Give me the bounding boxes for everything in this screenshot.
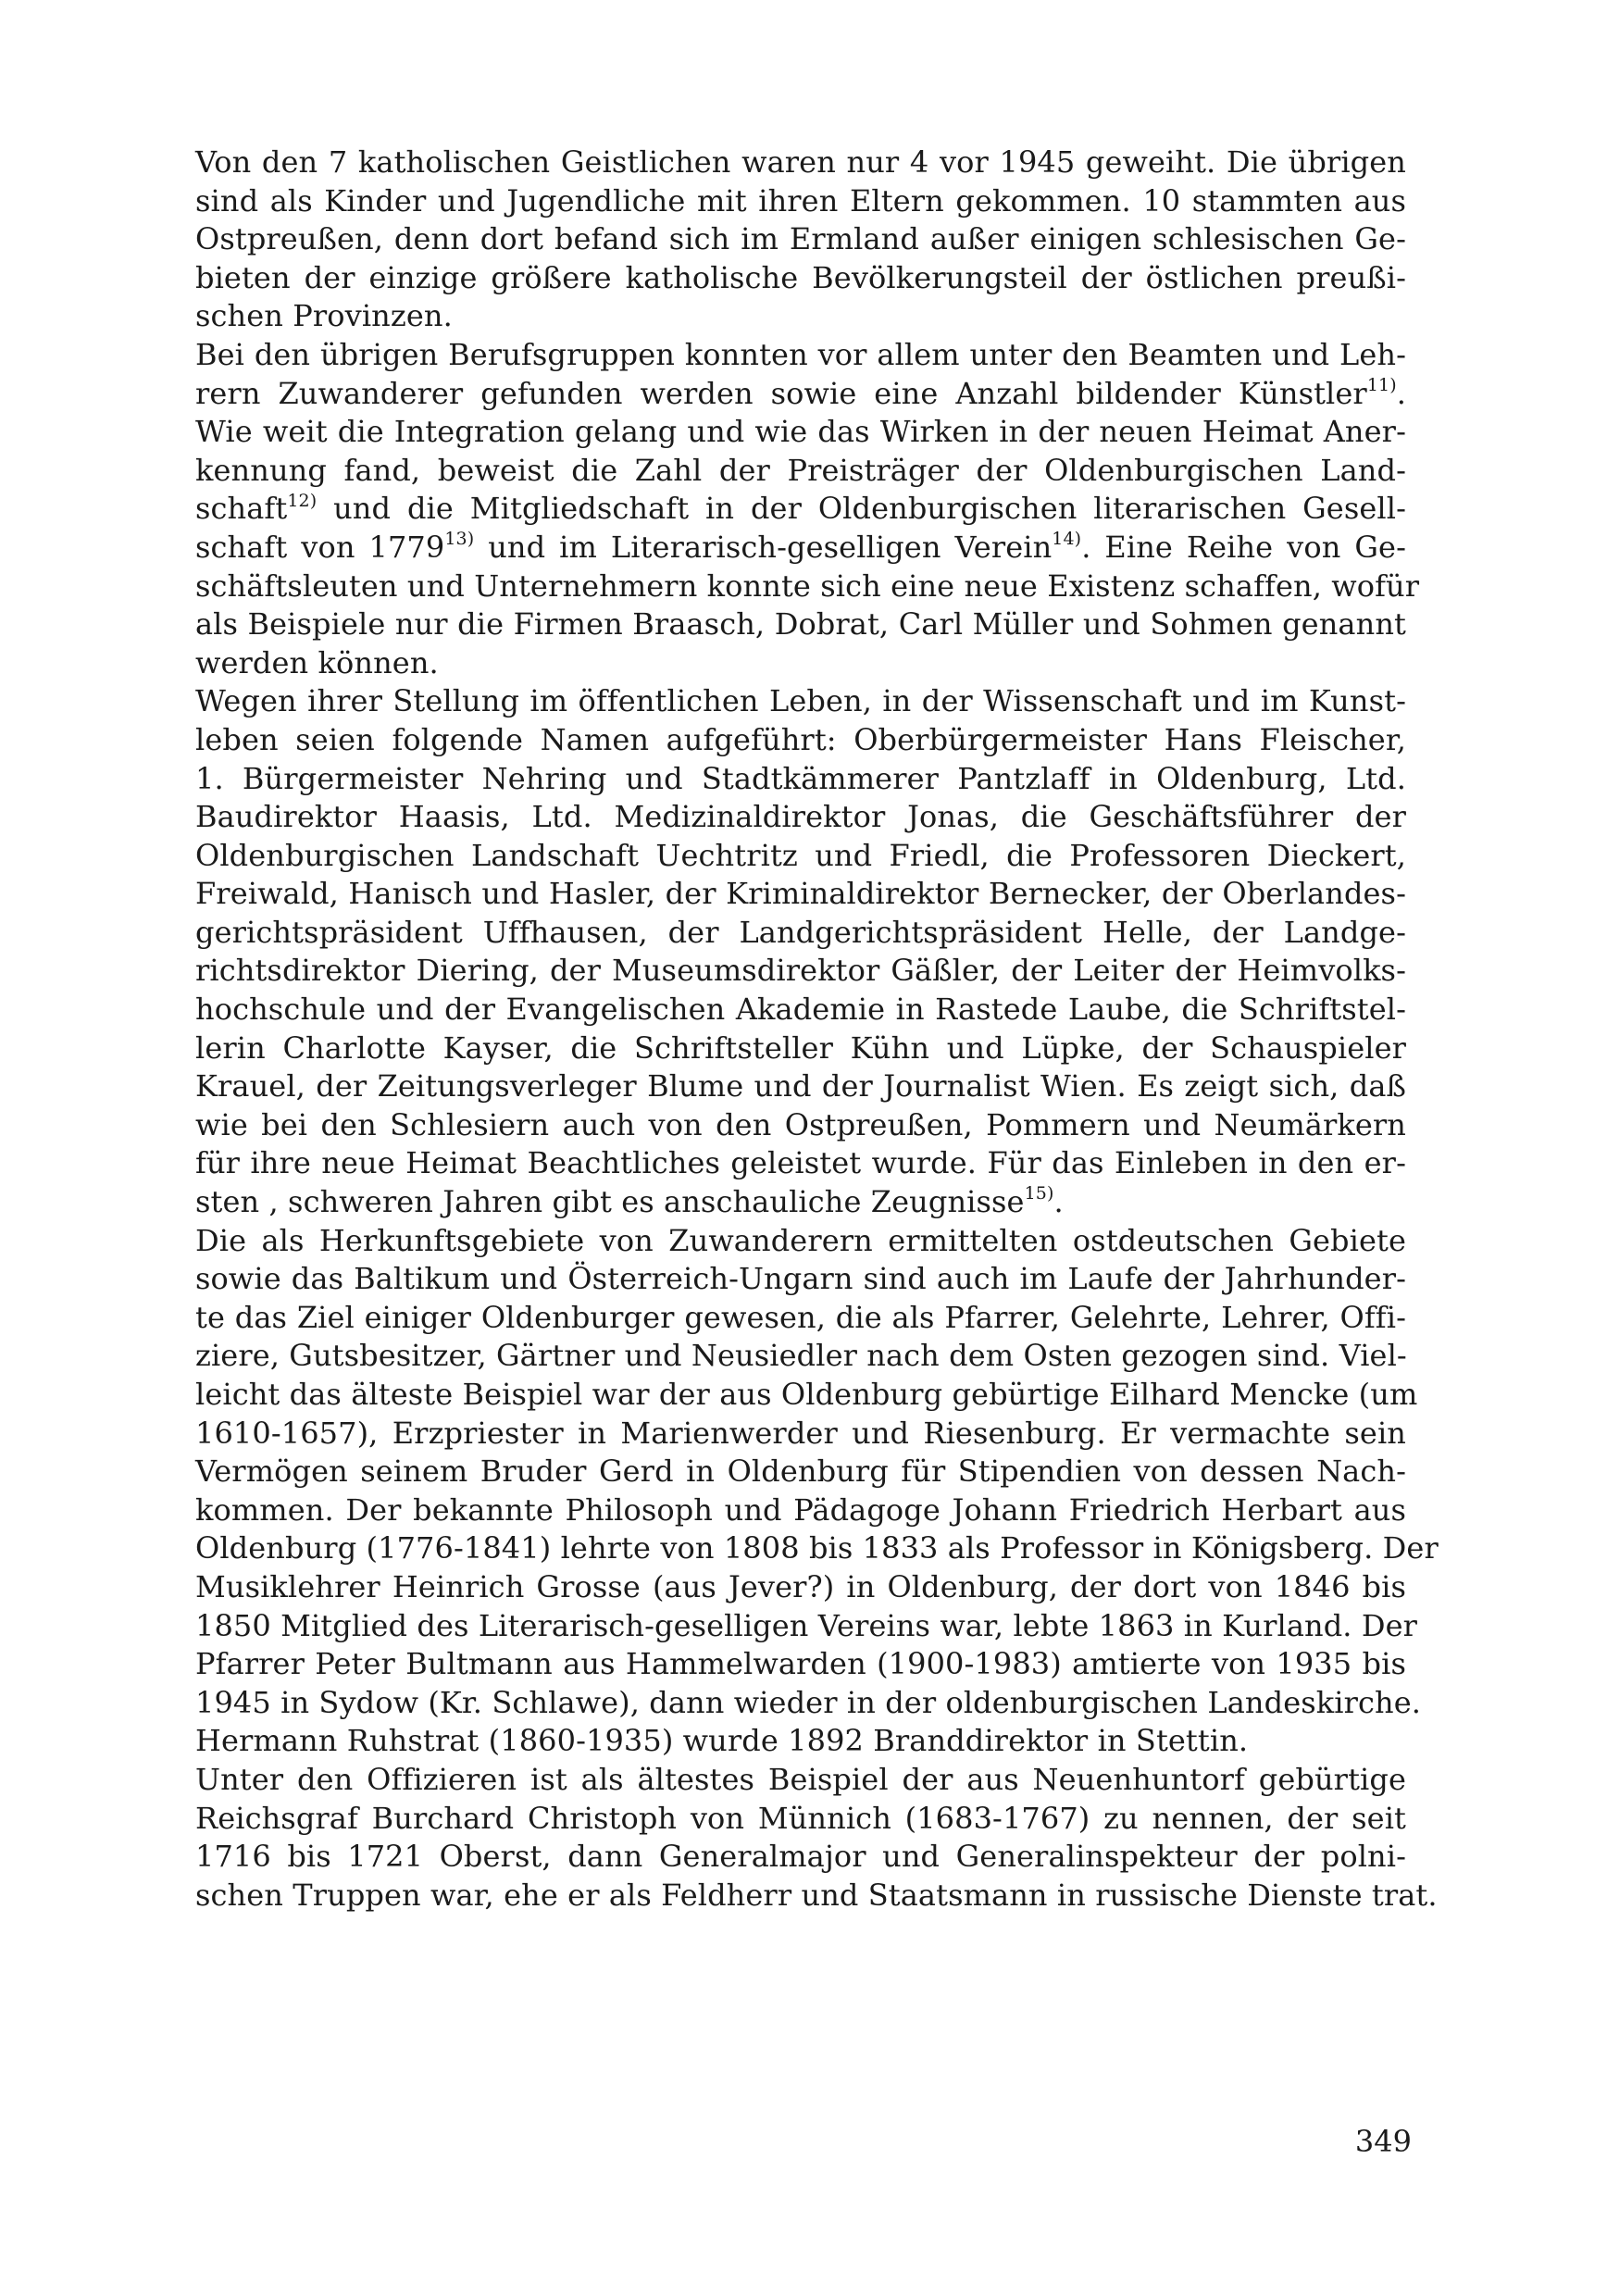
text-line: Freiwald, Hanisch und Hasler, der Kriminaldirektor Bernecker, der Oberlandes-: [195, 876, 1406, 912]
line-text: sten , schweren Jahren gibt es anschauliche Zeugnisse: [195, 1184, 1025, 1220]
line-text: und im Literarisch-geselligen Verein: [474, 529, 1053, 565]
text-line: Oldenburg (1776-1841) lehrte von 1808 bis 1833 als Professor in Königsberg. Der: [195, 1530, 1439, 1566]
text-line: bieten der einzige größere katholische Bevölkerungsteil der östlichen preußi-: [195, 259, 1406, 295]
text-line: schen Truppen war, ehe er als Feldherr und Staatsmann in russische Dienste trat.: [195, 1877, 1438, 1913]
footnote-ref-11: 11): [1366, 374, 1397, 395]
page-number: 349: [1354, 2124, 1412, 2159]
footnote-ref-12: 12): [287, 490, 318, 511]
text-line: [195, 1183, 1406, 1222]
text-line: Unter den Offizieren ist als ältestes Beispiel der aus Neuenhuntorf gebürtige: [195, 1761, 1406, 1797]
paragraph-eastern-regions: [195, 1222, 1439, 1761]
footnote-ref-13: 13): [444, 529, 475, 550]
line-text: .: [1396, 375, 1406, 411]
text-line: wie bei den Schlesiern auch von den Ostpreußen, Pommern und Neumärkern: [195, 1106, 1406, 1142]
text-line: Bei den übrigen Berufsgruppen konnten vor allem unter den Beamten und Leh-: [195, 336, 1406, 372]
line-text: .: [1053, 1184, 1064, 1220]
line-text: rern Zuwanderer gefunden werden sowie eine Anzahl bildender Künstler: [195, 375, 1367, 411]
text-line: lerin Charlotte Kayser, die Schriftsteller Kühn und Lüpke, der Schauspieler: [195, 1029, 1406, 1066]
text-line: ziere, Gutsbesitzer, Gärtner und Neusiedler nach dem Osten gezogen sind. Viel-: [195, 1338, 1407, 1374]
text-line: kennung fand, beweist die Zahl der Preisträger der Oldenburgischen Land-: [195, 452, 1406, 488]
text-line: Ostpreußen, denn dort befand sich im Ermland außer einigen schlesischen Ge-: [195, 221, 1406, 257]
text-line: 1. Bürgermeister Nehring und Stadtkämmerer Pantzlaff in Oldenburg, Ltd.: [195, 760, 1406, 796]
text-line: Pfarrer Peter Bultmann aus Hammelwarden (1900-1983) amtierte von 1935 bis: [195, 1646, 1406, 1682]
line-text: und die Mitgliedschaft in der Oldenburgischen literarischen Gesell-: [317, 491, 1406, 527]
text-line: 1850 Mitglied des Literarisch-geselligen Vereins war, lebte 1863 in Kurland. Der: [195, 1607, 1418, 1643]
text-line: [195, 529, 1406, 568]
text-line: 1716 bis 1721 Oberst, dann Generalmajor und Generalinspekteur der polni-: [195, 1839, 1406, 1875]
text-line: Musiklehrer Heinrich Grosse (aus Jever?) in Oldenburg, der dort von 1846 bis: [195, 1568, 1406, 1604]
text-line: leicht das älteste Beispiel war der aus Oldenburg gebürtige Eilhard Mencke (um: [195, 1377, 1418, 1412]
text-line: Reichsgraf Burchard Christoph von Münnich (1683-1767) zu nennen, der seit: [195, 1800, 1406, 1836]
text-line: als Beispiele nur die Firmen Braasch, Dobrat, Carl Müller und Sohmen genannt: [195, 606, 1406, 643]
paragraph-clergy: [195, 144, 1406, 336]
footnote-ref-14: 14): [1052, 529, 1082, 550]
text-line: gerichtspräsident Uffhausen, der Landgerichtspräsident Helle, der Landge-: [195, 914, 1406, 950]
text-line: 1945 in Sydow (Kr. Schlawe), dann wieder in der oldenburgischen Landeskirche.: [195, 1684, 1422, 1720]
body-text: [195, 144, 1439, 1915]
line-text: schaft: [195, 491, 288, 527]
text-line: sowie das Baltikum und Österreich-Ungarn sind auch im Laufe der Jahrhunder-: [195, 1261, 1406, 1297]
line-text: . Eine Reihe von Ge-: [1081, 529, 1407, 565]
text-line: werden können.: [195, 644, 439, 680]
text-line: Die als Herkunftsgebiete von Zuwanderern ermittelten ostdeutschen Gebiete: [195, 1222, 1406, 1258]
text-line: Oldenburgischen Landschaft Uechtritz und Friedl, die Professoren Dieckert,: [195, 837, 1406, 873]
text-line: Wie weit die Integration gelang und wie das Wirken in der neuen Heimat Aner-: [195, 414, 1406, 450]
text-line: [195, 375, 1406, 414]
text-line: kommen. Der bekannte Philosoph und Pädagoge Johann Friedrich Herbart aus: [195, 1491, 1406, 1528]
text-line: te das Ziel einiger Oldenburger gewesen, die als Pfarrer, Gelehrte, Lehrer, Offi-: [195, 1299, 1406, 1335]
text-line: [195, 490, 1406, 529]
paragraph-officers: [195, 1761, 1438, 1915]
text-line: Baudirektor Haasis, Ltd. Medizinaldirektor Jonas, die Geschäftsführer der: [195, 799, 1406, 835]
text-line: schen Provinzen.: [195, 298, 453, 334]
text-line: Hermann Ruhstrat (1860-1935) wurde 1892 Branddirektor in Stettin.: [195, 1723, 1249, 1759]
text-line: Wegen ihrer Stellung im öffentlichen Leben, in der Wissenschaft und im Kunst-: [195, 683, 1406, 719]
text-line: leben seien folgende Namen aufgeführt: Oberbürgermeister Hans Fleischer,: [195, 721, 1406, 757]
text-line: Vermögen seinem Bruder Gerd in Oldenburg für Stipendien von dessen Nach-: [195, 1454, 1406, 1490]
text-line: richtsdirektor Diering, der Museumsdirektor Gäßler, der Leiter der Heimvolks-: [195, 953, 1406, 989]
text-line: 1610-1657), Erzpriester in Marienwerder und Riesenburg. Er vermachte sein: [195, 1415, 1406, 1451]
line-text: schaft von 1779: [195, 529, 445, 565]
paragraph-professions: [195, 336, 1420, 682]
text-line: sind als Kinder und Jugendliche mit ihren Eltern gekommen. 10 stammten aus: [195, 182, 1406, 218]
text-line: hochschule und der Evangelischen Akademie in Rastede Laube, die Schriftstel-: [195, 992, 1406, 1028]
text-line: für ihre neue Heimat Beachtliches geleistet wurde. Für das Einleben in den er-: [195, 1145, 1406, 1181]
text-line: Von den 7 katholischen Geistlichen waren nur 4 vor 1945 geweiht. Die übrigen: [195, 144, 1406, 180]
paragraph-public-life: [195, 682, 1406, 1221]
footnote-ref-15: 15): [1024, 1183, 1054, 1204]
text-line: schäftsleuten und Unternehmern konnte sich eine neue Existenz schaffen, wofür: [195, 568, 1420, 604]
text-line: Krauel, der Zeitungsverleger Blume und der Journalist Wien. Es zeigt sich, daß: [195, 1068, 1406, 1104]
